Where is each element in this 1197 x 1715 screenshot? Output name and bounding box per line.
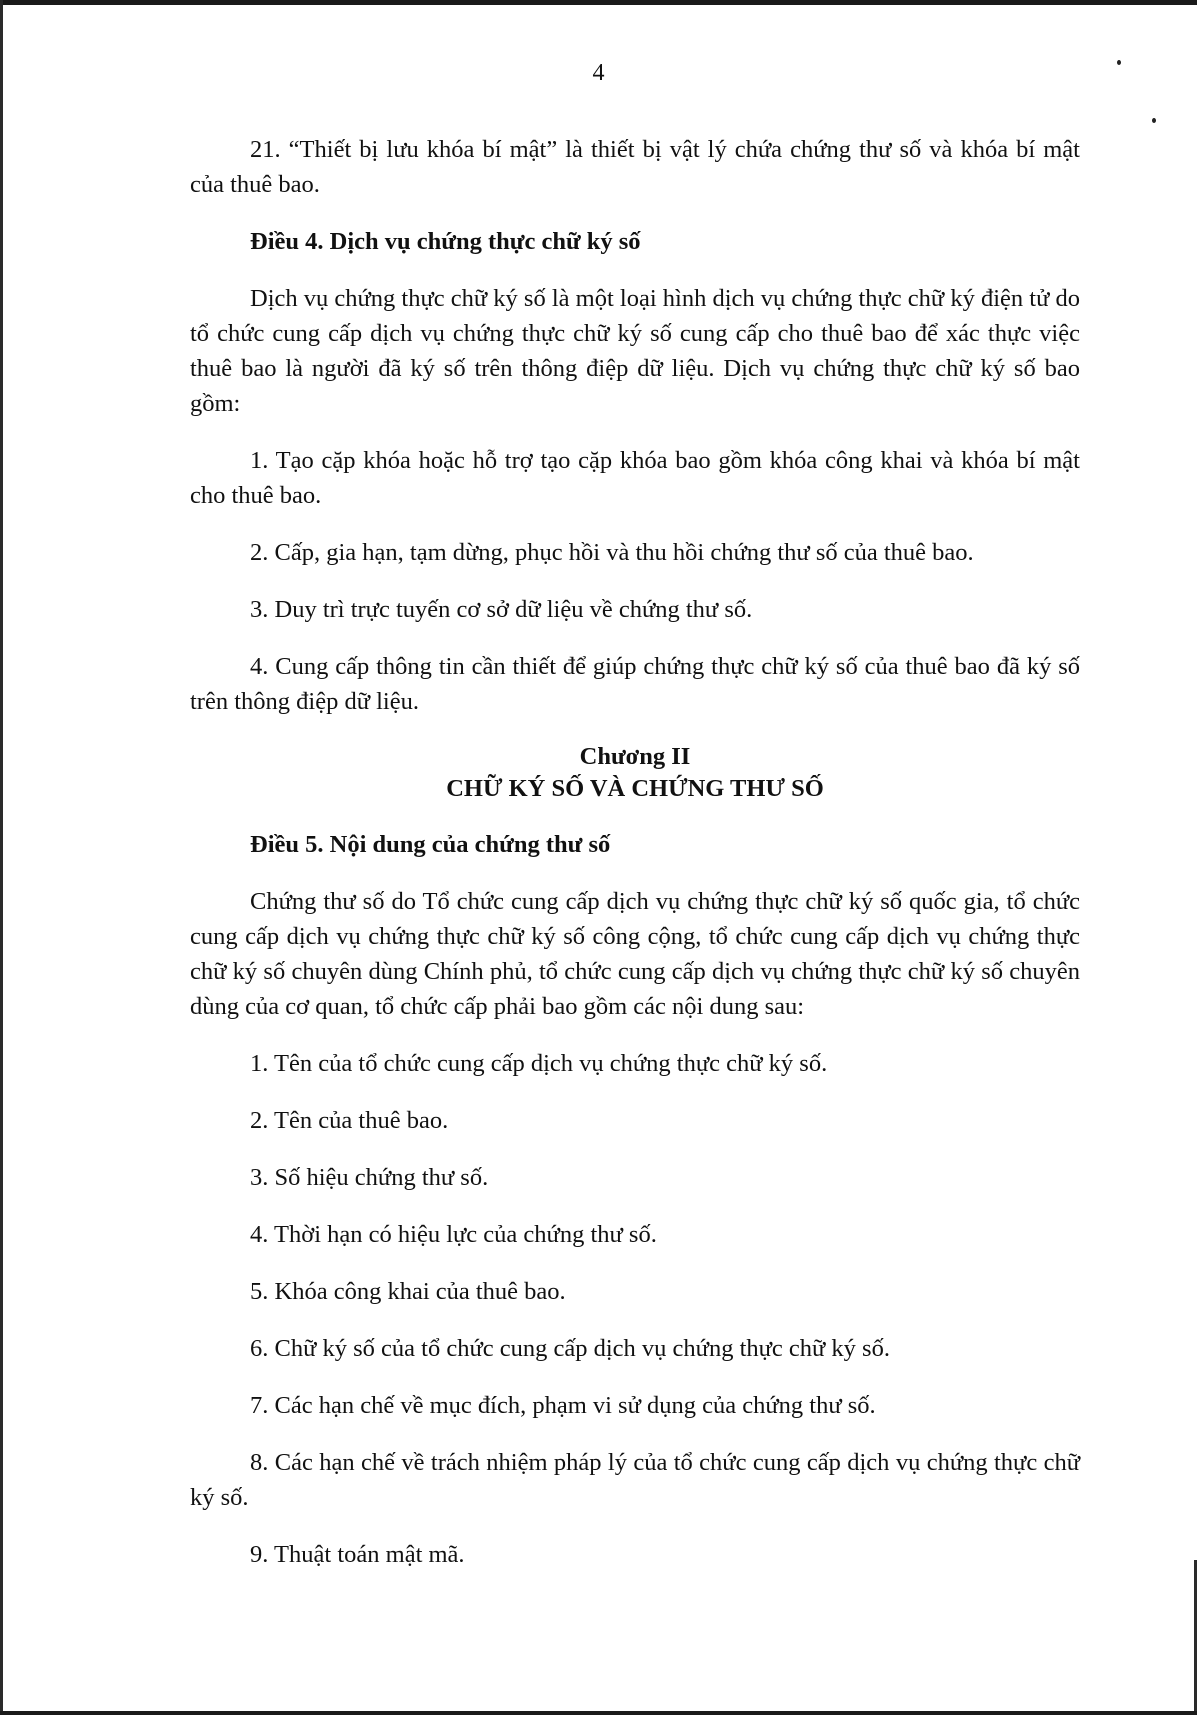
article-5-item: 1. Tên của tổ chức cung cấp dịch vụ chứng thực chữ ký số. — [250, 1050, 828, 1077]
article-5-item: 4. Thời hạn có hiệu lực của chứng thư số. — [250, 1221, 657, 1248]
article-5-item: 5. Khóa công khai của thuê bao. — [250, 1278, 566, 1305]
article-4-item: 2. Cấp, gia hạn, tạm dừng, phục hồi và thu hồi chứng thư số của thuê bao. — [250, 539, 974, 566]
article-4-item: 3. Duy trì trực tuyến cơ sở dữ liệu về chứng thư số. — [250, 596, 753, 623]
scan-edge-top — [0, 0, 1197, 5]
article-5-item: 2. Tên của thuê bao. — [250, 1107, 449, 1134]
article-4-item: 1. Tạo cặp khóa hoặc hỗ trợ tạo cặp khóa bao gồm khóa công khai và khóa bí mật cho thuê bao. — [190, 447, 1080, 509]
article-5-item: 3. Số hiệu chứng thư số. — [250, 1164, 489, 1191]
document-body — [190, 132, 1080, 1594]
article-5-intro: Chứng thư số do Tổ chức cung cấp dịch vụ chứng thực chữ ký số quốc gia, tổ chức cung cấp dịch vụ chứng thực chữ ký số công cộng, tổ chức cung cấp dịch vụ chứng thực chữ ký số chuyên dùng Chính phủ, tổ chức cung cấp dịch vụ chứng thực chữ ký số chuyên dùng của cơ quan, tổ chức cấp phải bao gồm các nội dung sau: — [190, 888, 1080, 1020]
page-number: 4 — [592, 60, 605, 86]
article-5-item: 7. Các hạn chế về mục đích, phạm vi sử dụng của chứng thư số. — [250, 1392, 876, 1419]
article-5-item: 6. Chữ ký số của tổ chức cung cấp dịch vụ chứng thực chữ ký số. — [250, 1335, 890, 1362]
article-4-heading: Điều 4. Dịch vụ chứng thực chữ ký số — [250, 228, 641, 255]
scan-edge-left — [0, 0, 3, 1715]
article-5-heading: Điều 5. Nội dung của chứng thư số — [250, 831, 611, 858]
scan-speck — [1152, 118, 1156, 123]
scan-edge-bottom — [0, 1711, 1197, 1715]
article-5-item: 8. Các hạn chế về trách nhiệm pháp lý của tổ chức cung cấp dịch vụ chứng thực chữ ký số. — [190, 1449, 1080, 1511]
article-4-item: 4. Cung cấp thông tin cần thiết để giúp chứng thực chữ ký số của thuê bao đã ký số trên thông điệp dữ liệu. — [190, 653, 1080, 715]
chapter-heading — [190, 741, 1080, 805]
article-5-item: 9. Thuật toán mật mã. — [250, 1541, 465, 1568]
chapter-title: CHỮ KÝ SỐ VÀ CHỨNG THƯ SỐ — [446, 775, 824, 802]
chapter-number: Chương II — [579, 743, 691, 770]
article-4-intro: Dịch vụ chứng thực chữ ký số là một loại hình dịch vụ chứng thực chữ ký điện tử do tổ chức cung cấp dịch vụ chứng thực chữ ký số cung cấp cho thuê bao để xác thực việc thuê bao là người đã ký số trên thông điệp dữ liệu. Dịch vụ chứng thực chữ ký số bao gồm: — [190, 285, 1080, 417]
clause-21: 21. “Thiết bị lưu khóa bí mật” là thiết bị vật lý chứa chứng thư số và khóa bí mật của thuê bao. — [190, 136, 1080, 198]
